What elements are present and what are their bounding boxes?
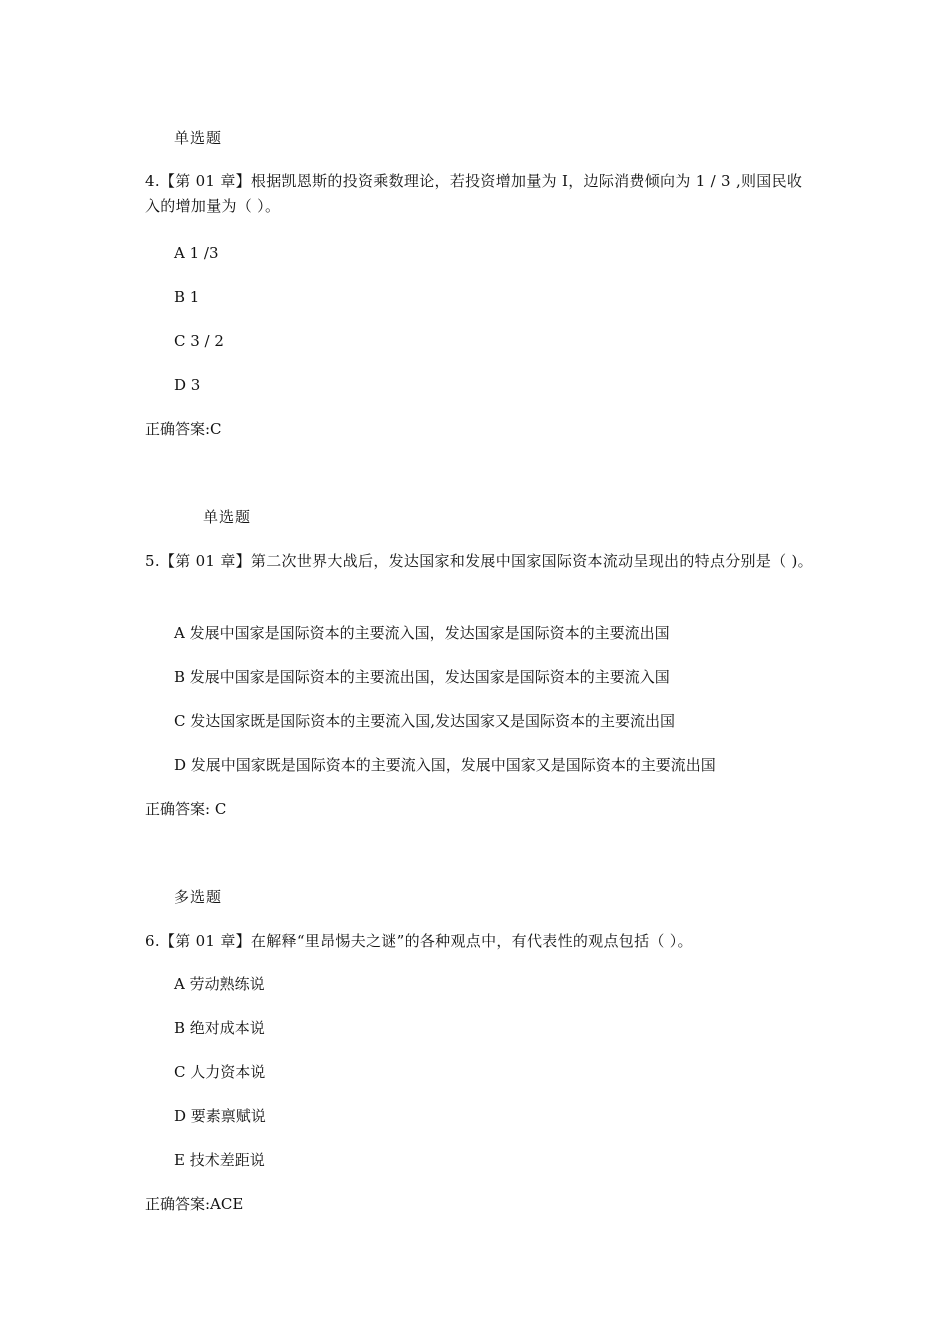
correct-answer: 正确答案:ACE xyxy=(145,1195,244,1213)
option-a: A 劳动熟练说 xyxy=(174,975,265,993)
option-e: E 技术差距说 xyxy=(174,1151,265,1169)
option-b: B 发展中国家是国际资本的主要流出国，发达国家是国际资本的主要流入国 xyxy=(174,668,670,686)
option-d: D 3 xyxy=(174,376,201,394)
option-b: B 1 xyxy=(174,288,200,306)
option-c: C 3 / 2 xyxy=(174,332,224,350)
option-d: D 要素禀赋说 xyxy=(174,1107,266,1125)
option-c: C 发达国家既是国际资本的主要流入国,发达国家又是国际资本的主要流出国 xyxy=(174,712,676,730)
option-a: A 1 /3 xyxy=(174,244,219,262)
question-stem: 6.【第 01 章】在解释“里昂惕夫之谜”的各种观点中，有代表性的观点包括（ ）。 xyxy=(145,932,693,950)
correct-answer: 正确答案: C xyxy=(145,800,227,818)
option-b: B 绝对成本说 xyxy=(174,1019,265,1037)
option-c: C 人力资本说 xyxy=(174,1063,266,1081)
question-type-label: 单选题 xyxy=(174,129,223,147)
correct-answer: 正确答案:C xyxy=(145,420,222,438)
option-d: D 发展中国家既是国际资本的主要流入国，发展中国家又是国际资本的主要流出国 xyxy=(174,756,716,774)
option-a: A 发展中国家是国际资本的主要流入国，发达国家是国际资本的主要流出国 xyxy=(174,624,670,642)
question-type-label: 多选题 xyxy=(174,888,223,906)
question-stem: 4.【第 01 章】根据凯恩斯的投资乘数理论，若投资增加量为 I，边际消费倾向为 1 / 3 ,则国民收入的增加量为（ ）。 xyxy=(145,172,803,215)
question-stem: 5.【第 01 章】第二次世界大战后，发达国家和发展中国家国际资本流动呈现出的特点分别是（ )。 xyxy=(145,552,813,570)
question-type-label: 单选题 xyxy=(203,508,252,526)
